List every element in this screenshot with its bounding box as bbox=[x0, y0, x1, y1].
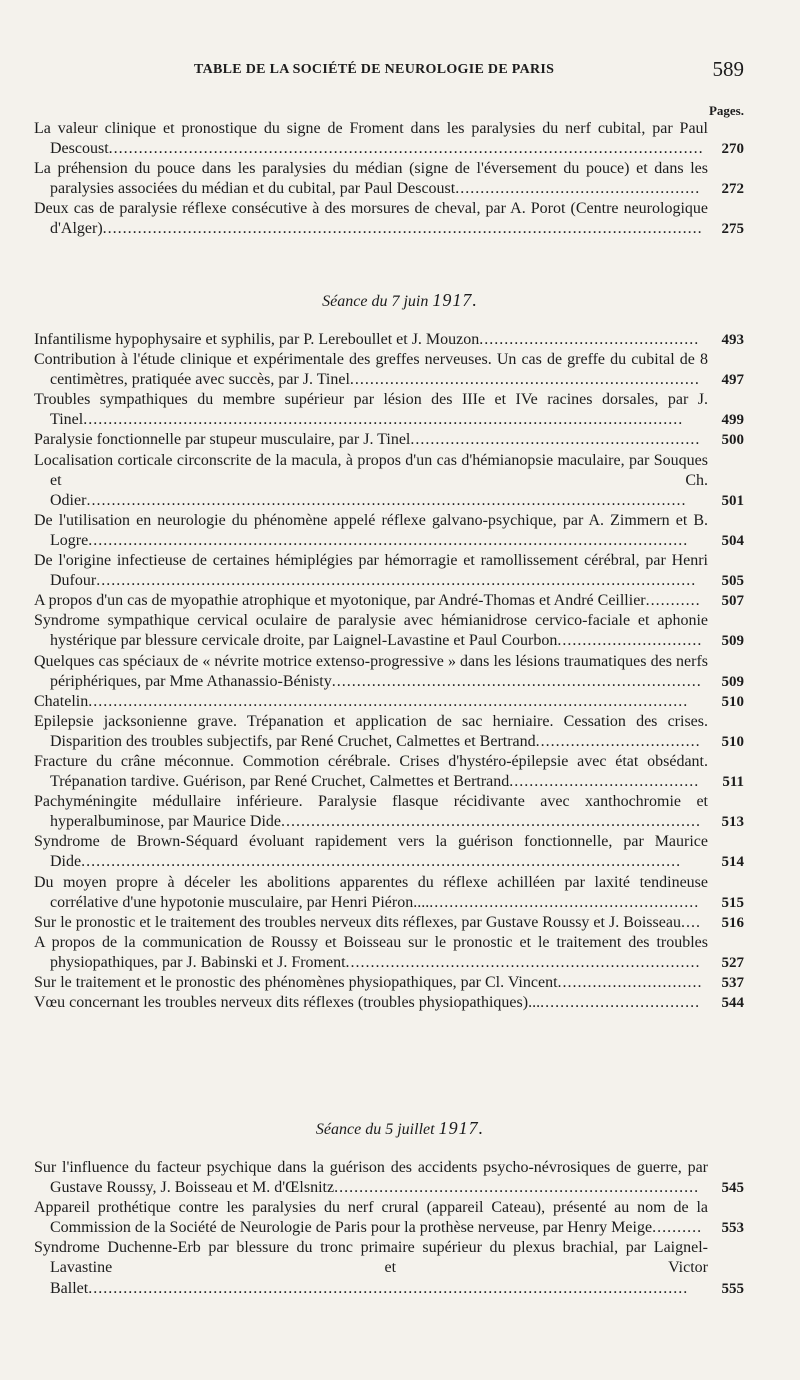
leader-dots: ........................................................................................................................ bbox=[81, 853, 682, 871]
leader-dots: .......................................................... bbox=[410, 431, 701, 449]
entry-title: Sur l'influence du facteur psychique dans la guérison des accidents psycho-névrosiques de guerre, par Gustave Roussy, J. Boisseau et M. d'Œlsnitz bbox=[34, 1159, 708, 1197]
leader-dots: ....................................................................... bbox=[345, 953, 701, 971]
leader-dots: ............................................ bbox=[479, 331, 700, 348]
toc-entry bbox=[34, 933, 744, 973]
toc-entry bbox=[34, 551, 744, 591]
entry-title: La valeur clinique et pronostique du signe de Froment dans les paralysies du nerf cubital, par Paul Descoust bbox=[34, 120, 708, 158]
entry-page-number: 510 bbox=[721, 693, 744, 710]
toc-entry bbox=[34, 451, 744, 511]
entry-title: Syndrome Duchenne-Erb par blessure du tronc primaire supérieur du plexus brachial, par Laignel-Lavastine et Victor Ballet bbox=[34, 1239, 708, 1297]
toc-entry bbox=[34, 752, 744, 792]
entry-title: Chatelin bbox=[34, 692, 89, 710]
toc-entry bbox=[34, 591, 744, 611]
toc-entry bbox=[34, 511, 744, 551]
entry-title: Quelques cas spéciaux de « névrite motrice extenso-progressive » dans les lésions traumatiques des nerfs périphériques, par Mme Athanassio-Bénisty bbox=[34, 652, 708, 690]
entry-title: De l'utilisation en neurologie du phénomène appelé réflexe galvano-psychique, par A. Zimmern et B. Logre bbox=[34, 511, 708, 549]
entry-title: Troubles sympathiques du membre supérieur par lésion des IIIe et IVe racines dorsales, par J. Tinel bbox=[34, 391, 708, 429]
toc-entry bbox=[34, 1158, 744, 1198]
leader-dots: ................................ bbox=[540, 994, 701, 1012]
leader-dots: .................................................................................... bbox=[281, 813, 702, 831]
entry-page-number: 545 bbox=[721, 1180, 744, 1197]
leader-dots: ...................................................... bbox=[429, 893, 700, 911]
entry-page-number: 505 bbox=[721, 573, 744, 590]
entry-page-number: 270 bbox=[721, 141, 744, 158]
leader-dots: .......... bbox=[652, 1219, 703, 1237]
leader-dots: ................................. bbox=[535, 732, 701, 750]
seance-heading-june bbox=[0, 290, 800, 311]
toc-entry bbox=[34, 119, 744, 159]
entry-title: Sur le pronostic et le traitement des troubles nerveux dits réflexes, par Gustave Roussy et J. Boisseau bbox=[34, 913, 681, 931]
page-number: 589 bbox=[712, 57, 744, 81]
toc-entry bbox=[34, 832, 744, 872]
page-header bbox=[34, 57, 744, 84]
leader-dots: ........................................................................................................................ bbox=[86, 491, 687, 509]
entry-page-number: 493 bbox=[721, 332, 744, 348]
toc-entry bbox=[34, 792, 744, 832]
entry-title: Infantilisme hypophysaire et syphilis, par P. Lereboullet et J. Mouzon bbox=[34, 331, 480, 348]
toc-entry bbox=[34, 712, 744, 752]
entry-title: Epilepsie jacksonienne grave. Trépanation et application de sac herniaire. Cessation des crises. Disparition des troubles subjectifs, par René Cruchet, Calmettes et Bertrand bbox=[34, 712, 708, 750]
entry-page-number: 513 bbox=[721, 814, 744, 831]
toc-entry bbox=[34, 692, 744, 712]
entry-title: A propos de la communication de Roussy et Boisseau sur le pronostic et le traitement des troubles physiopathiques, par J. Babinski et J. Froment bbox=[34, 933, 708, 971]
entry-title: De l'origine infectieuse de certaines hémiplégies par hémorragie et ramollissement cérébral, par Henri Dufour bbox=[34, 552, 708, 590]
toc-entry bbox=[34, 993, 744, 1013]
leader-dots: ...................................................................... bbox=[349, 371, 700, 389]
leader-dots: ........................................................................................................................ bbox=[102, 220, 703, 238]
toc-entry bbox=[34, 1198, 744, 1238]
toc-entry bbox=[34, 330, 744, 350]
entry-title: Sur le traitement et le pronostic des phénomènes physiopathiques, par Cl. Vincent bbox=[34, 974, 558, 991]
pages-column-label: Pages. bbox=[708, 103, 744, 118]
entries-before-seance bbox=[34, 119, 744, 240]
entry-page-number: 275 bbox=[721, 221, 744, 238]
entry-title: Paralysie fonctionnelle par stupeur musculaire, par J. Tinel bbox=[34, 431, 411, 449]
toc-entry bbox=[34, 199, 744, 239]
entry-page-number: 499 bbox=[721, 412, 744, 429]
entry-title: Vœu concernant les troubles nerveux dits réflexes (troubles physiopathiques)... bbox=[34, 994, 541, 1012]
leader-dots: ........................................................................................................................ bbox=[88, 692, 689, 710]
leader-dots: ........................................................................................................................ bbox=[96, 572, 697, 590]
entry-page-number: 527 bbox=[721, 954, 744, 971]
entry-title: Fracture du crâne méconnue. Commotion cérébrale. Crises d'hystéro-épilepsie avec état obsédant. Trépanation tardive. Guérison, par René Cruchet, Calmettes et Bertrand bbox=[34, 752, 708, 791]
leader-dots: ......................................................................... bbox=[334, 1179, 700, 1197]
seance-year: 1917. bbox=[438, 1118, 485, 1138]
entry-page-number: 511 bbox=[722, 774, 744, 791]
entry-page-number: 497 bbox=[721, 372, 744, 389]
entry-page-number: 509 bbox=[721, 633, 744, 650]
leader-dots: ...................................... bbox=[509, 773, 700, 791]
entry-page-number: 553 bbox=[721, 1220, 744, 1237]
leader-dots: ........... bbox=[645, 592, 701, 610]
toc-entry bbox=[34, 652, 744, 692]
entry-title: Du moyen propre à déceler les abolitions apparentes du réflexe achilléen par laxité tendineuse corrélative d'une hypotonie musculaire, par Henri Piéron.... bbox=[34, 873, 708, 911]
entry-page-number: 516 bbox=[721, 914, 744, 931]
seance-label: Séance du 7 juin bbox=[322, 293, 433, 310]
leader-dots: ........................................................................................................................ bbox=[83, 411, 684, 429]
entry-page-number: 510 bbox=[721, 733, 744, 750]
leader-dots: ............................. bbox=[557, 974, 703, 991]
entry-page-number: 507 bbox=[721, 593, 744, 610]
toc-entry bbox=[34, 973, 744, 993]
leader-dots: ............................. bbox=[557, 632, 703, 650]
entry-title: Deux cas de paralysie réflexe consécutive à des morsures de cheval, par A. Porot (Centre neurologique d'Alger) bbox=[34, 200, 708, 238]
entries-seance-june bbox=[34, 330, 744, 1013]
leader-dots: ........................................................................................................................ bbox=[88, 1279, 689, 1297]
entry-title: Localisation corticale circonscrite de la macula, à propos d'un cas d'hémianopsie maculaire, par Souques et Ch. Odier bbox=[34, 451, 708, 509]
seance-year: 1917. bbox=[432, 290, 478, 310]
entry-page-number: 544 bbox=[721, 995, 744, 1012]
toc-entry bbox=[34, 159, 744, 199]
entry-page-number: 514 bbox=[721, 854, 744, 871]
toc-entry bbox=[34, 390, 744, 430]
entry-page-number: 500 bbox=[721, 432, 744, 449]
seance-heading-july bbox=[0, 1118, 800, 1139]
leader-dots: .... bbox=[680, 913, 701, 931]
entry-title: Contribution à l'étude clinique et expérimentale des greffes nerveuses. Un cas de greffe du cubital de 8 centimètres, pratiquée avec succès, par J. Tinel bbox=[34, 351, 708, 389]
leader-dots: ....................................................................................................................... bbox=[108, 140, 704, 158]
leader-dots: .......................................................................... bbox=[331, 672, 702, 690]
leader-dots: ........................................................................................................................ bbox=[88, 531, 689, 549]
entries-seance-july bbox=[34, 1158, 744, 1299]
entry-title: La préhension du pouce dans les paralysies du médian (signe de l'éversement du pouce) et dans les paralysies associées du médian et du cubital, par Paul Descoust bbox=[34, 160, 708, 198]
entry-page-number: 509 bbox=[721, 673, 744, 690]
toc-entry bbox=[34, 913, 744, 933]
toc-entry bbox=[34, 350, 744, 390]
entry-title: Pachyméningite médullaire inférieure. Paralysie flasque récidivante avec xanthochromie et hyperalbuminose, par Maurice Dide bbox=[34, 793, 708, 831]
entry-page-number: 272 bbox=[721, 181, 744, 198]
entry-page-number: 504 bbox=[721, 532, 744, 549]
entry-title: Appareil prothétique contre les paralysies du nerf crural (appareil Cateau), présenté au nom de la Commission de la Société de Neurologie de Paris pour la prothèse nerveuse, par Henry Meige bbox=[34, 1199, 708, 1237]
entry-page-number: 555 bbox=[721, 1280, 744, 1297]
entry-page-number: 515 bbox=[721, 894, 744, 911]
seance-label: Séance du 5 juillet bbox=[315, 1121, 439, 1138]
toc-entry bbox=[34, 1238, 744, 1298]
toc-entry bbox=[34, 611, 744, 651]
entry-title: A propos d'un cas de myopathie atrophique et myotonique, par André-Thomas et André Ceillier bbox=[34, 592, 646, 610]
entry-page-number: 537 bbox=[721, 975, 744, 991]
entry-title: Syndrome sympathique cervical oculaire de paralysie avec hémianidrose cervico-faciale et aphonie hystérique par blessure cervicale droite, par Laignel-Lavastine et Paul Courbon bbox=[34, 612, 708, 650]
leader-dots: ................................................. bbox=[455, 180, 701, 198]
running-title: TABLE DE LA SOCIÉTÉ DE NEUROLOGIE DE PARIS bbox=[194, 62, 555, 77]
entry-title: Syndrome de Brown-Séquard évoluant rapidement vers la guérison fonctionnelle, par Maurice Dide bbox=[34, 833, 708, 871]
entry-page-number: 501 bbox=[721, 492, 744, 509]
toc-entry bbox=[34, 873, 744, 913]
toc-entry bbox=[34, 430, 744, 450]
